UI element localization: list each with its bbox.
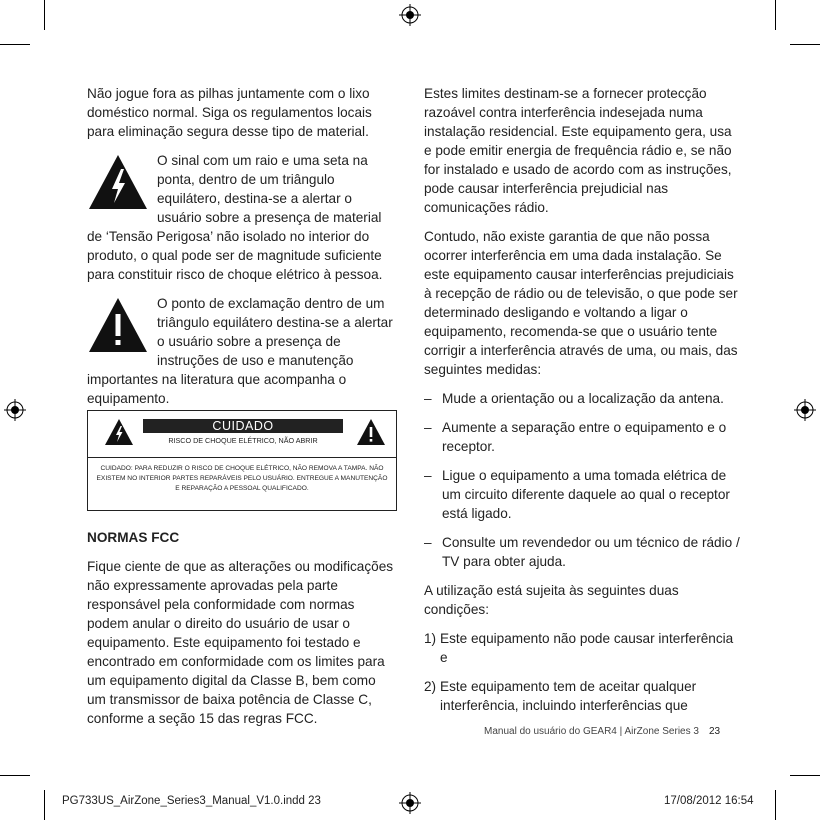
list-item: – Aumente a separação entre o equipamento e o receptor. (424, 420, 727, 454)
list-item: – Ligue o equipamento a uma tomada elétrica de um circuito diferente daquele ao qual o receptor está ligado. (424, 468, 730, 521)
conditions-paragraph: A utilização está sujeita às seguintes duas condições: (424, 583, 679, 617)
registration-mark-icon (4, 399, 26, 421)
list-item: – Consulte um revendedor ou um técnico de rádio / TV para obter ajuda. (424, 535, 740, 569)
crop-mark (44, 790, 45, 820)
exclamation-warning-block (87, 294, 397, 418)
right-column (424, 84, 740, 725)
page-number: 23 (708, 726, 721, 737)
registration-mark-icon (399, 4, 421, 26)
slug-filename: PG733US_AirZone_Series3_Manual_V1.0.indd 23 (62, 795, 321, 807)
exclamation-triangle-icon (87, 296, 149, 354)
guarantee-paragraph: Contudo, não existe garantia de que não possa ocorrer interferência em uma dada instalação. Se este equipamento causar interferências prejudiciais à recepção de rádio ou de televisão, o que pode ser determinado desligando e voltando a ligar o equipamento, recomenda-se que o usuário tente corrigir a interferência através de uma, ou mais, das seguintes medidas: (424, 229, 738, 377)
lightning-warning-block (87, 151, 397, 294)
disposal-paragraph: Não jogue fora as pilhas juntamente com o lixo doméstico normal. Siga os regulamentos locais para eliminação segura desse tipo de material. (87, 86, 372, 139)
manual-title: Manual do usuário do GEAR4 | AirZone Series 3 (484, 726, 699, 737)
limits-paragraph: Estes limites destinam-se a fornecer protecção razoável contra interferência indesejada numa instalação residencial. Este equipamento gera, usa e pode emitir energia de frequência rádio e, se não for instalado e usado de acordo com as instruções, pode causar interferência prejudicial nas comunicações rádio. (424, 86, 732, 215)
left-column (87, 84, 397, 418)
list-item: – Mude a orientação ou a localização da antena. (424, 391, 724, 406)
list-item: 2) Este equipamento tem de aceitar qualquer interferência, incluindo interferências que (424, 679, 697, 713)
caution-box (87, 410, 397, 511)
caution-header (88, 411, 396, 458)
registration-mark-icon (399, 792, 421, 814)
lightning-paragraph: O sinal com um raio e uma seta na ponta, dentro de um triângulo equilátero, destina-se a alertar o usuário sobre a presença de material de ‘Tensão Perigosa’ não isolado no interior do produto, o qual pode ser de magnitude suficiente para constituir risco de choque elétrico à pessoa. (87, 153, 383, 282)
crop-mark (44, 0, 45, 30)
lightning-triangle-icon (87, 153, 149, 211)
crop-mark (790, 44, 820, 45)
exclamation-paragraph: O ponto de exclamação dentro de um triângulo equilátero destina-se a alertar o usuário sobre a presença de instruções de uso e manutenção importantes na literatura que acompanha o equipamento. (87, 296, 393, 406)
list-item: 1) Este equipamento não pode causar interferência e (424, 631, 734, 665)
crop-mark (775, 790, 776, 820)
crop-mark (790, 775, 820, 776)
fcc-body: Fique ciente de que as alterações ou modificações não expressamente aprovadas pela parte responsável pela conformidade com normas podem anular o direito do usuário de usar o equipamento. Este equipamento foi testado e encontrado em conformidade com os limites para um equipamento digital da Classe B, bem como um transmissor de baixa potência de Classe C, conforme a seção 15 das regras FCC. (87, 559, 394, 726)
registration-mark-icon (794, 399, 816, 421)
exclamation-triangle-icon (356, 418, 386, 446)
caution-warning-text: CUIDADO: PARA REDUZIR O RISCO DE CHOQUE ELÉTRICO, NÃO REMOVA A TAMPA. NÃO EXISTEM NO INTERIOR PARTES REPARÁVEIS PELO USUÁRIO. ENTREGUE A MANUTENÇÃO E REPARAÇÃO A PESSOAL QUALIFICADO. (96, 465, 388, 492)
slug-date: 17/08/2012 16:54 (664, 795, 754, 807)
fcc-section (87, 528, 397, 738)
lightning-triangle-icon (104, 418, 134, 446)
caution-risk-text: RISCO DE CHOQUE ELÉTRICO, NÃO ABRIR (168, 436, 318, 445)
caution-label: CUIDADO (143, 419, 343, 433)
page-footer (484, 726, 720, 737)
crop-mark (0, 44, 30, 45)
crop-mark (775, 0, 776, 30)
fcc-title: NORMAS FCC (87, 530, 180, 545)
crop-mark (0, 775, 30, 776)
